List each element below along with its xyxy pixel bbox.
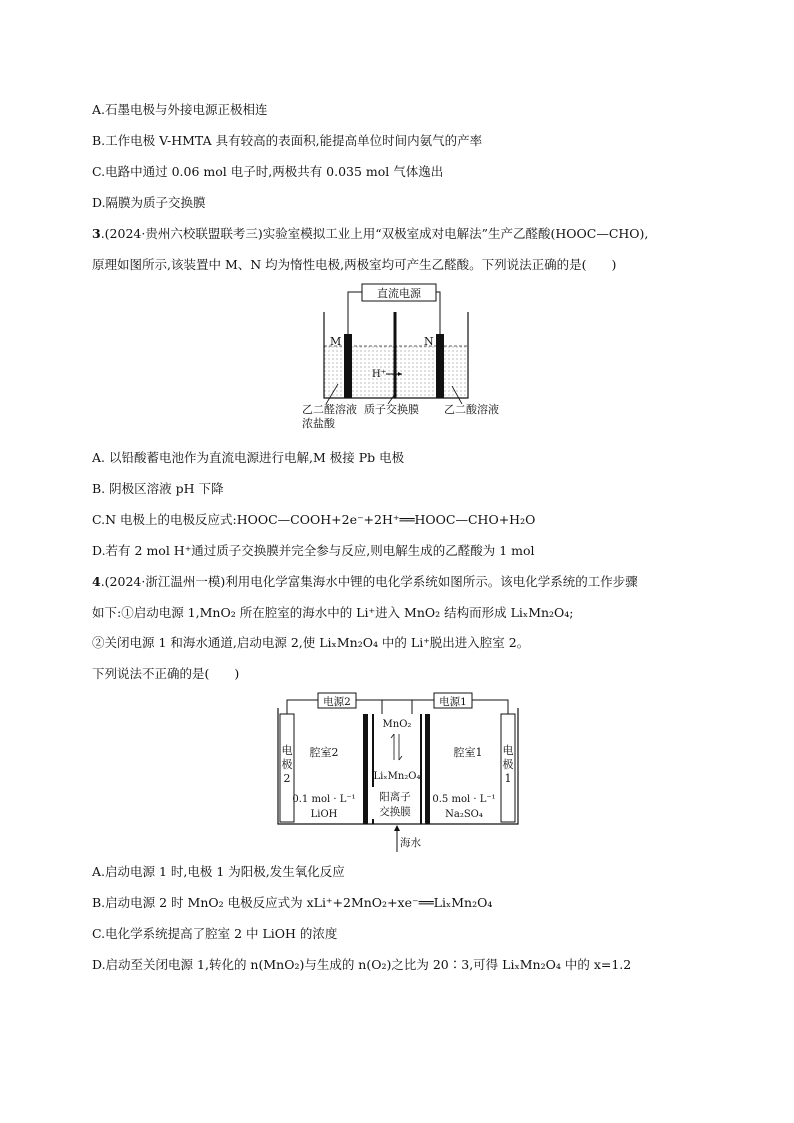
q3-power-label: 直流电源 — [377, 287, 421, 300]
q4-membrane-label2: 交换膜 — [379, 806, 411, 818]
q3-option-d: D.若有 2 mol H⁺通过质子交换膜并完全参与反应,则电解生成的乙醛酸为 1 mol — [92, 543, 535, 558]
q3-label-right: 乙二酸溶液 — [444, 403, 499, 416]
q3-stem-line2: 原理如图所示,该装置中 M、N 均为惰性电极,两极室均可产生乙醛酸。下列说法正确的是( ) — [92, 257, 617, 272]
q3-option-c: C.N 电极上的电极反应式:HOOC—COOH+2e⁻+2H⁺══HOOC—CHO+H₂O — [92, 512, 536, 527]
q4-electrode2-char2: 极 — [281, 758, 293, 771]
q4-conc-right: 0.5 mol · L⁻¹ — [432, 794, 496, 805]
q3-number: 3 — [92, 226, 101, 241]
q2-option-c: C.电路中通过 0.06 mol 电子时,两极共有 0.035 mol 气体逸出 — [92, 164, 444, 179]
q4-mno2-label: MnO₂ — [382, 719, 412, 730]
q4-number: 4 — [92, 574, 101, 589]
q3-option-b: B. 阴极区溶液 pH 下降 — [92, 481, 224, 496]
q4-option-c: C.电化学系统提高了腔室 2 中 LiOH 的浓度 — [92, 926, 338, 941]
q4-electrode1-char3: 1 — [504, 772, 512, 785]
q4-power2-label: 电源2 — [323, 696, 351, 708]
q4-option-b: B.启动电源 2 时 MnO₂ 电极反应式为 xLi⁺+2MnO₂+xe⁻══LiₓMn₂O₄ — [92, 895, 493, 910]
q3-electrode-m — [344, 334, 352, 398]
q3-option-a: A. 以铅酸蓄电池作为直流电源进行电解,M 极接 Pb 电极 — [92, 450, 405, 465]
q4-lithium-system-figure — [272, 690, 532, 855]
q4-stem-line1 — [92, 574, 638, 590]
q4-power1-label: 电源1 — [439, 696, 467, 708]
q3-stem-line1 — [92, 226, 648, 242]
q4-stem-line4: 下列说法不正确的是( ) — [92, 666, 240, 681]
q2-option-d: D.隔膜为质子交换膜 — [92, 195, 206, 210]
q4-limn2o4-label: LiₓMn₂O₄ — [373, 771, 421, 782]
q3-label-membrane: 质子交换膜 — [364, 403, 419, 416]
q3-electrode-n — [436, 334, 444, 398]
q3-label-n: N — [424, 335, 434, 348]
q4-membrane-label1: 阳离子 — [379, 791, 411, 803]
q3-stem-text1: .(2024·贵州六校联盟联考三)实验室模拟工业上用“双极室成对电解法”生产乙醛酸(HOOC—CHO), — [100, 226, 649, 241]
q4-solution-left: LiOH — [310, 809, 338, 820]
q4-cation-membrane — [363, 714, 368, 824]
q3-label-m: M — [330, 335, 342, 348]
q4-stem-text1: .(2024·浙江温州一模)利用电化学富集海水中锂的电化学系统如图所示。该电化学系统的工作步骤 — [100, 574, 638, 589]
q3-label-left2: 浓盐酸 — [302, 417, 335, 430]
q4-option-a: A.启动电源 1 时,电极 1 为阳极,发生氧化反应 — [92, 864, 345, 879]
q4-chamber1-label: 腔室1 — [453, 746, 483, 759]
q3-proton-membrane — [394, 312, 397, 398]
q4-conc-left: 0.1 mol · L⁻¹ — [292, 794, 356, 805]
q2-option-b: B.工作电极 V-HMTA 具有较高的表面积,能提高单位时间内氨气的产率 — [92, 133, 483, 148]
q3-ion-label: H⁺ — [372, 369, 386, 380]
q4-electrode2-char3: 2 — [283, 772, 291, 785]
q4-stem-line3: ②关闭电源 1 和海水通道,启动电源 2,使 LiₓMn₂O₄ 中的 Li⁺脱出进入腔室 2。 — [92, 635, 530, 650]
q4-mno2-electrode-right — [420, 714, 422, 824]
q4-solution-right: Na₂SO₄ — [445, 809, 483, 820]
q4-stem-line2: 如下:①启动电源 1,MnO₂ 所在腔室的海水中的 Li⁺进入 MnO₂ 结构而形成 LiₓMn₂O₄; — [92, 605, 574, 620]
q4-seawater-label: 海水 — [400, 837, 421, 849]
q4-right-membrane — [425, 714, 430, 824]
q4-chamber2-label: 腔室2 — [309, 746, 339, 759]
q4-option-d: D.启动至关闭电源 1,转化的 n(MnO₂)与生成的 n(O₂)之比为 20∶3,可得 LiₓMn₂O₄ 中的 x=1.2 — [92, 957, 632, 972]
q3-label-left1: 乙二醛溶液 — [302, 403, 357, 416]
q2-option-a: A.石墨电极与外接电源正极相连 — [92, 102, 268, 117]
q4-electrode1-char2: 极 — [502, 758, 514, 771]
q4-electrode1-char1: 电 — [502, 744, 514, 757]
q4-electrode2-char1: 电 — [281, 744, 293, 757]
q3-electrolysis-figure — [302, 282, 526, 430]
